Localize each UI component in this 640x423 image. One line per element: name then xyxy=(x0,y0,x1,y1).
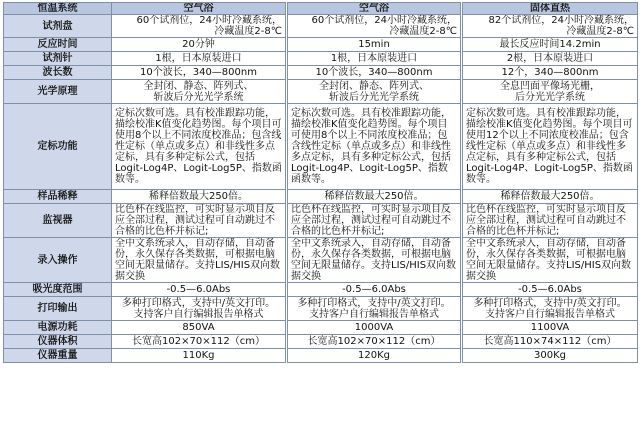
row-label: 光学原理 xyxy=(4,80,112,104)
table-row xyxy=(4,204,638,238)
table-row xyxy=(4,335,638,349)
row-label: 样品稀释 xyxy=(4,190,112,204)
spec-cell: 1根，日本原装进口 xyxy=(287,52,462,66)
spec-cell: 全息凹面平像场光栅， 后分光光学系统 xyxy=(462,80,638,104)
spec-cell: 2根，日本原装进口 xyxy=(462,52,638,66)
spec-cell: 1000VA xyxy=(287,321,462,335)
spec-cell: 稀释倍数最大250倍。 xyxy=(287,190,462,204)
spec-cell: 长宽高110×74×112（cm） xyxy=(462,335,638,349)
row-label: 试剂针 xyxy=(4,52,112,66)
header-model-3: 固体直热 xyxy=(462,3,638,15)
spec-cell: 全中文系统录入，自动存储，自动备份，永久保存各类数据，可根据电脑空间无限量储存。支持LIS/HIS双向数据交换 xyxy=(287,238,462,283)
row-label: 反应时间 xyxy=(4,38,112,52)
spec-cell: 1根，日本原装进口 xyxy=(112,52,287,66)
spec-cell: 300Kg xyxy=(462,349,638,363)
spec-cell: 82个试剂位，24小时冷藏系统， 冷藏温度2-8℃ xyxy=(462,15,638,38)
spec-cell: 比色杯在线监控，可实时显示项目反应全部过程，测试过程可自动跳过不合格的比色杯并标记; xyxy=(462,204,638,238)
header-model-2: 空气浴 xyxy=(287,3,462,15)
spec-cell: 稀释倍数最大250倍。 xyxy=(112,190,287,204)
table-row xyxy=(4,80,638,104)
header-label: 恒温系统 xyxy=(4,3,112,15)
table-row xyxy=(4,190,638,204)
spec-cell: -0.5—6.0Abs xyxy=(112,283,287,297)
spec-cell: 60个试剂位，24小时冷藏系统， 冷藏温度2-8℃ xyxy=(112,15,287,38)
table-row xyxy=(4,52,638,66)
spec-cell: 多种打印格式，支持中/英文打印。 支持客户自行编辑报告单格式 xyxy=(462,297,638,321)
spec-cell: 10个波长，340—800nm xyxy=(287,66,462,80)
row-label: 电源功耗 xyxy=(4,321,112,335)
spec-cell: 最长反应时间14.2min xyxy=(462,38,638,52)
row-label: 波长数 xyxy=(4,66,112,80)
spec-cell: 全中文系统录入，自动存储，自动备份，永久保存各类数据，可根据电脑空间无限量储存。支持LIS/HIS双向数据交换 xyxy=(462,238,638,283)
spec-cell: 60个试剂位，24小时冷藏系统， 冷藏温度2-8℃ xyxy=(287,15,462,38)
spec-cell: 多种打印格式，支持中/英文打印。 支持客户自行编辑报告单格式 xyxy=(287,297,462,321)
row-label: 监视器 xyxy=(4,204,112,238)
table-row xyxy=(4,38,638,52)
row-label: 吸光度范围 xyxy=(4,283,112,297)
row-label: 定标功能 xyxy=(4,104,112,190)
spec-cell: 120Kg xyxy=(287,349,462,363)
spec-cell: 850VA xyxy=(112,321,287,335)
header-model-1: 空气浴 xyxy=(112,3,287,15)
spec-cell: 长宽高102×70×112（cm） xyxy=(287,335,462,349)
spec-cell: 定标次数可选。具有校准跟踪功能，描绘校准K值变化趋势图。每个项目可使用8个以上不同浓度校准品；包含线性定标（单点或多点）和非线性多点定标，具有多种定标公式，包括Logit-Log4P、Logit-Log5P、指数函数等。 xyxy=(112,104,287,190)
table-row xyxy=(4,15,638,38)
table-row xyxy=(4,297,638,321)
row-label: 录入操作 xyxy=(4,238,112,283)
spec-cell: 全中文系统录入，自动存储，自动备份，永久保存各类数据，可根据电脑空间无限量储存。支持LIS/HIS双向数据交换 xyxy=(112,238,287,283)
spec-cell: 10个波长，340—800nm xyxy=(112,66,287,80)
spec-table-body xyxy=(4,3,638,363)
spec-cell: -0.5—6.0Abs xyxy=(462,283,638,297)
spec-cell: 定标次数可选。具有校准跟踪功能，描绘校准K值变化趋势图。每个项目可使用8个以上不同浓度校准品；包含线性定标（单点或多点）和非线性多点定标，具有多种定标公式，包括Logit-Log4P、Logit-Log5P、指数函数等。 xyxy=(287,104,462,190)
row-label: 打印输出 xyxy=(4,297,112,321)
table-row xyxy=(4,238,638,283)
table-row xyxy=(4,104,638,190)
spec-cell: 15min xyxy=(287,38,462,52)
table-row xyxy=(4,66,638,80)
spec-cell: 比色杯在线监控，可实时显示项目反应全部过程，测试过程可自动跳过不合格的比色杯并标记; xyxy=(287,204,462,238)
row-label: 仪器重量 xyxy=(4,349,112,363)
spec-cell: 全封闭、静态、阵列式、 斩波后分光光学系统 xyxy=(112,80,287,104)
spec-cell: 比色杯在线监控，可实时显示项目反应全部过程，测试过程可自动跳过不合格的比色杯并标记; xyxy=(112,204,287,238)
spec-cell: 110Kg xyxy=(112,349,287,363)
table-row xyxy=(4,321,638,335)
spec-comparison-table xyxy=(3,2,638,363)
spec-cell: 定标次数可选。具有校准跟踪功能，描绘校准K值变化趋势图。每个项目可使用12个以上不同浓度校准品；包含线性定标（单点或多点）和非线性多点定标，具有多种定标公式，包括Logit-Log4P、Logit-Log5P、指数函数等。 xyxy=(462,104,638,190)
table-row xyxy=(4,283,638,297)
header-row xyxy=(4,3,638,15)
spec-cell: -0.5—6.0Abs xyxy=(287,283,462,297)
spec-cell: 20分钟 xyxy=(112,38,287,52)
spec-cell: 长宽高102×70×112（cm） xyxy=(112,335,287,349)
spec-cell: 1100VA xyxy=(462,321,638,335)
spec-cell: 12个，340—800nm xyxy=(462,66,638,80)
row-label: 仪器体积 xyxy=(4,335,112,349)
spec-cell: 稀释倍数最大250倍。 xyxy=(462,190,638,204)
spec-cell: 全封闭、静态、阵列式、 斩波后分光光学系统 xyxy=(287,80,462,104)
spec-cell: 多种打印格式，支持中/英文打印。 支持客户自行编辑报告单格式 xyxy=(112,297,287,321)
row-label: 试剂盘 xyxy=(4,15,112,38)
table-row xyxy=(4,349,638,363)
